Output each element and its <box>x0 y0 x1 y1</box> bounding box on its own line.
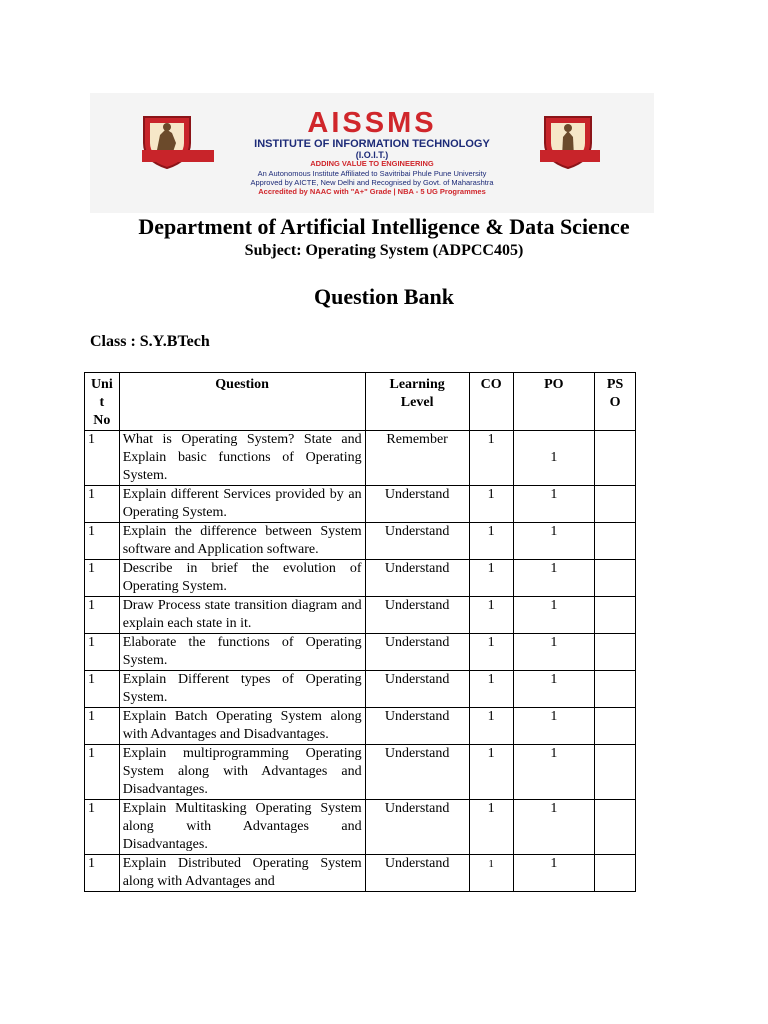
po-cell: 1 <box>513 671 595 708</box>
co-cell: 1 <box>469 855 513 892</box>
question-cell: Explain multiprogramming Operating System along with Advantages and Disadvantages. <box>119 745 365 800</box>
level-cell: Understand <box>365 800 469 855</box>
co-cell: 1 <box>469 560 513 597</box>
po-cell: 1 <box>513 597 595 634</box>
pso-cell <box>595 671 636 708</box>
po-cell: 1 <box>513 708 595 745</box>
question-cell: Explain the difference between System software and Application software. <box>119 523 365 560</box>
co-cell: 1 <box>469 671 513 708</box>
header-learning-level: Learning Level <box>365 373 469 431</box>
pso-cell <box>595 634 636 671</box>
approval-line: Approved by AICTE, New Delhi and Recognised by Govt. of Maharashtra <box>250 178 494 187</box>
question-cell: What is Operating System? State and Explain basic functions of Operating System. <box>119 431 365 486</box>
accreditation-line: Accredited by NAAC with "A+" Grade | NBA - 5 UG Programmes <box>258 187 486 196</box>
unit-cell: 1 <box>85 597 120 634</box>
table-row <box>85 431 636 486</box>
po-cell: 1 <box>513 486 595 523</box>
table-row <box>85 708 636 745</box>
co-cell: 1 <box>469 800 513 855</box>
table-row <box>85 800 636 855</box>
question-cell: Draw Process state transition diagram and explain each state in it. <box>119 597 365 634</box>
unit-cell: 1 <box>85 745 120 800</box>
header-po: PO <box>513 373 595 431</box>
po-cell: 1 <box>513 634 595 671</box>
pso-cell <box>595 431 636 486</box>
co-cell: 1 <box>469 523 513 560</box>
header-pso: PS O <box>595 373 636 431</box>
co-cell: 1 <box>469 431 513 486</box>
table-row <box>85 560 636 597</box>
pso-cell <box>595 523 636 560</box>
question-cell: Explain Distributed Operating System along with Advantages and <box>119 855 365 892</box>
table-row <box>85 855 636 892</box>
table-row <box>85 597 636 634</box>
level-cell: Understand <box>365 671 469 708</box>
co-cell: 1 <box>469 634 513 671</box>
question-cell: Describe in brief the evolution of Operating System. <box>119 560 365 597</box>
po-cell: 1 <box>513 855 595 892</box>
level-cell: Understand <box>365 523 469 560</box>
pso-cell <box>595 855 636 892</box>
level-cell: Understand <box>365 560 469 597</box>
po-cell: 1 <box>513 523 595 560</box>
level-cell: Remember <box>365 431 469 486</box>
po-cell: 1 <box>513 431 595 486</box>
table-row <box>85 523 636 560</box>
unit-cell: 1 <box>85 431 120 486</box>
unit-cell: 1 <box>85 523 120 560</box>
level-cell: Understand <box>365 486 469 523</box>
pso-cell <box>595 800 636 855</box>
question-table <box>84 372 636 892</box>
institute-logo-title: AISSMS <box>307 107 437 139</box>
institute-banner <box>90 93 654 213</box>
co-cell: 1 <box>469 597 513 634</box>
pso-cell <box>595 745 636 800</box>
unit-cell: 1 <box>85 800 120 855</box>
po-cell: 1 <box>513 745 595 800</box>
institute-name: INSTITUTE OF INFORMATION TECHNOLOGY <box>254 138 490 150</box>
pso-cell <box>595 486 636 523</box>
table-row <box>85 486 636 523</box>
level-cell: Understand <box>365 634 469 671</box>
pso-cell <box>595 708 636 745</box>
department-title: Department of Artificial Intelligence & Data Science <box>138 214 630 239</box>
table-header-row <box>85 373 636 431</box>
co-cell: 1 <box>469 745 513 800</box>
pso-cell <box>595 560 636 597</box>
page-heading: Question Bank <box>314 284 454 309</box>
level-cell: Understand <box>365 597 469 634</box>
unit-cell: 1 <box>85 486 120 523</box>
affiliation-line: An Autonomous Institute Affiliated to Savitribai Phule Pune University <box>257 169 487 178</box>
po-cell: 1 <box>513 560 595 597</box>
subject-title: Subject: Operating System (ADPCC405) <box>244 242 524 259</box>
table-row <box>85 671 636 708</box>
institute-abbr: (I.O.I.T.) <box>355 150 389 160</box>
unit-cell: 1 <box>85 708 120 745</box>
co-cell: 1 <box>469 708 513 745</box>
level-cell: Understand <box>365 855 469 892</box>
table-row <box>85 745 636 800</box>
question-cell: Explain Different types of Operating System. <box>119 671 365 708</box>
po-cell: 1 <box>513 800 595 855</box>
header-co: CO <box>469 373 513 431</box>
unit-cell: 1 <box>85 855 120 892</box>
header-question: Question <box>119 373 365 431</box>
unit-cell: 1 <box>85 634 120 671</box>
table-row <box>85 634 636 671</box>
pso-cell <box>595 597 636 634</box>
header-unit: Uni t No <box>85 373 120 431</box>
unit-cell: 1 <box>85 671 120 708</box>
co-cell: 1 <box>469 486 513 523</box>
level-cell: Understand <box>365 708 469 745</box>
class-label: Class : S.Y.BTech <box>90 333 210 350</box>
question-cell: Explain different Services provided by an Operating System. <box>119 486 365 523</box>
question-cell: Explain Batch Operating System along with Advantages and Disadvantages. <box>119 708 365 745</box>
question-cell: Elaborate the functions of Operating System. <box>119 634 365 671</box>
question-cell: Explain Multitasking Operating System along with Advantages and Disadvantages. <box>119 800 365 855</box>
level-cell: Understand <box>365 745 469 800</box>
institute-tagline: ADDING VALUE TO ENGINEERING <box>310 159 434 168</box>
unit-cell: 1 <box>85 560 120 597</box>
